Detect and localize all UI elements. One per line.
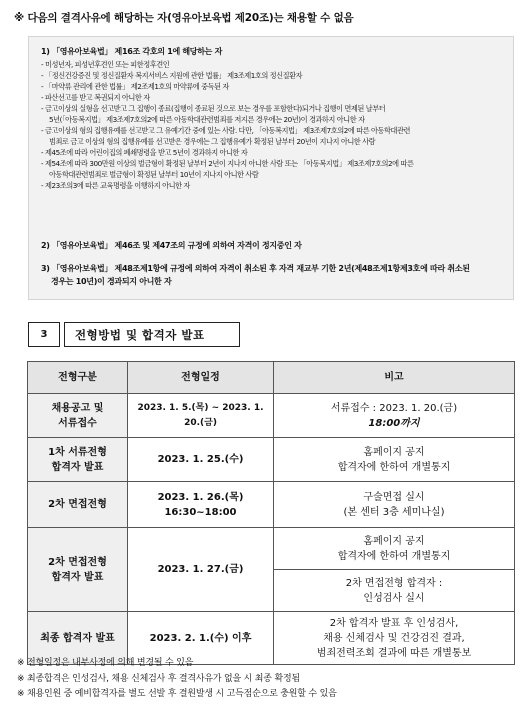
- stage-note-line: (본 센터 3층 세미나실): [343, 506, 445, 518]
- stage-note: [274, 482, 515, 528]
- disqualification-section-3: [41, 262, 470, 288]
- stage-note-line: 홈페이지 공지: [363, 535, 425, 547]
- stage-note: [274, 394, 515, 438]
- list-item: - 미성년자, 피성년후견인 또는 피한정후견인: [41, 60, 170, 69]
- footnote: ※ 최종합격은 인성검사, 채용 신체검사 후 결격사유가 없을 시 최종 확정됨: [17, 673, 300, 684]
- table-row: [28, 482, 515, 528]
- disqualification-section-3-line: 3) 「영유아보육법」 제48조제1항에 규정에 의하여 자격이 취소된 후 자격 재교부 기한 2년(제48조제1항제3호에 따라 취소된: [41, 264, 470, 273]
- list-item: - 파산선고를 받고 복권되지 아니한 자: [41, 93, 150, 102]
- table-row: [28, 438, 515, 482]
- stage-date-line: 16:30~18:00: [164, 506, 237, 518]
- table-row: [28, 394, 515, 438]
- stage-note-line: 2차 합격자 발표 후 인성검사,: [329, 617, 459, 629]
- stage-date-line: 2023. 1. 5.(목) ~ 2023. 1. 20.(금): [137, 402, 264, 428]
- stage-note-line: 합격자에 한하여 개별통지: [337, 550, 451, 562]
- schedule-table: [27, 361, 515, 665]
- list-item: - 금고이상의 형의 집행유예를 선고받고 그 유예기간 중에 있는 사람. 다만, 「아동복지법」 제3조제7호의2에 따른 아동학대관련: [41, 126, 411, 135]
- disqualification-section-1-title: 1) 「영유아보육법」 제16조 각호의 1에 해당하는 자: [41, 47, 223, 56]
- list-item: 아동학대관련범죄로 벌금형이 확정된 날부터 10년이 지나지 아니한 사람: [49, 170, 259, 179]
- section-number: 3: [28, 322, 60, 347]
- stage-note-line: 서류접수 : 2023. 1. 20.(금): [330, 402, 458, 414]
- stage-label-line: 합격자 발표: [51, 571, 104, 583]
- footnote: ※ 전형일정은 내부사정에 의해 변경될 수 있음: [17, 658, 194, 668]
- stage-label-line: 최종 합격자 발표: [40, 632, 115, 644]
- list-item: 5년(「아동복지법」 제3조제7호의2에 따른 아동학대관련범죄를 저지른 경우에는 20년)이 경과하지 아니한 자: [49, 115, 365, 124]
- disqualification-section-2-title: 2) 「영유아보육법」 제46조 및 제47조의 규정에 의하여 자격이 정지중인 자: [41, 241, 302, 250]
- disqualification-section-3-line: 경우는 10년)이 경과되지 아니한 자: [51, 277, 172, 286]
- disqualification-item-list: [41, 59, 507, 191]
- stage-note: [274, 528, 515, 570]
- stage-date: [128, 482, 274, 528]
- stage-note-line: 합격자에 한하여 개별통지: [337, 461, 451, 473]
- stage-note: [274, 438, 515, 482]
- stage-label: [28, 482, 128, 528]
- stage-label: [28, 528, 128, 612]
- stage-label: [28, 438, 128, 482]
- stage-label-line: 서류접수: [58, 417, 97, 429]
- list-item: - 「마약류 관리에 관한 법률」 제2조제1호의 마약류에 중독된 자: [41, 82, 229, 91]
- column-header: 비고: [274, 362, 515, 394]
- stage-note-line: 구술면접 실시: [363, 491, 425, 503]
- section-title: 전형방법 및 합격자 발표: [64, 322, 240, 347]
- footnote: ※ 채용인원 중 예비합격자를 별도 선발 후 결원발생 시 고득점순으로 충원할 수 있음: [17, 689, 337, 699]
- stage-date: [128, 528, 274, 612]
- list-item: - 금고이상의 실형을 선고받고 그 집행이 종료(집행이 종료된 것으로 보는 경우를 포함한다)되거나 집행이 면제된 날부터: [41, 104, 386, 113]
- stage-note-line: 범죄전력조회 결과에 따른 개별통보: [316, 647, 472, 659]
- stage-label-line: 1차 서류전형: [48, 446, 107, 458]
- disqualification-heading: ※ 다음의 결격사유에 해당하는 자(영유아보육법 제20조)는 채용할 수 없음: [14, 12, 354, 24]
- list-item: 범죄로 금고 이상의 형의 집행유예를 선고받은 경우에는 그 집행유예가 확정된 날부터 20년이 지나지 아니한 사람: [49, 137, 376, 146]
- stage-note: [274, 570, 515, 612]
- stage-label: [28, 394, 128, 438]
- footnotes: [17, 656, 337, 703]
- stage-note-line: 2차 면접전형 합격자 :: [345, 577, 443, 589]
- stage-label-line: 2차 면접전형: [48, 556, 107, 568]
- stage-date: [128, 394, 274, 438]
- list-item: - 제54조에 따라 300만원 이상의 벌금형이 확정된 날부터 2년이 지나지 아니한 사람 또는 「아동복지법」 제3조제7호의2에 따른: [41, 159, 414, 168]
- stage-note-line: 인성검사 실시: [363, 592, 425, 604]
- stage-date-line: 2023. 2. 1.(수) 이후: [149, 632, 252, 644]
- disqualification-box: [28, 36, 514, 300]
- list-item: - 「정신건강증진 및 정신질환자 복지서비스 지원에 관한 법률」 제3조제1호의 정신질환자: [41, 71, 303, 80]
- column-header: 전형구분: [28, 362, 128, 394]
- stage-date: [128, 438, 274, 482]
- table-row: [28, 528, 515, 570]
- column-header: 전형일정: [128, 362, 274, 394]
- stage-note-line: 채용 신체검사 및 건강검진 결과,: [323, 632, 465, 644]
- stage-label-line: 2차 면접전형: [48, 499, 107, 510]
- stage-note-line: 18:00까지: [368, 417, 420, 429]
- table-header-row: [28, 362, 515, 394]
- stage-label-line: 합격자 발표: [51, 461, 104, 473]
- stage-date-line: 2023. 1. 25.(수): [157, 454, 244, 465]
- stage-label-line: 채용공고 및: [51, 402, 104, 414]
- list-item: - 제45조에 따라 어린이집의 폐쇄명령을 받고 5년이 경과하지 아니한 자: [41, 148, 248, 157]
- list-item: - 제23조의3에 따른 교육명령을 이행하지 아니한 자: [41, 181, 190, 190]
- stage-date-line: 2023. 1. 26.(목): [157, 491, 244, 503]
- stage-note-line: 홈페이지 공지: [363, 446, 425, 458]
- stage-date-line: 2023. 1. 27.(금): [157, 564, 244, 575]
